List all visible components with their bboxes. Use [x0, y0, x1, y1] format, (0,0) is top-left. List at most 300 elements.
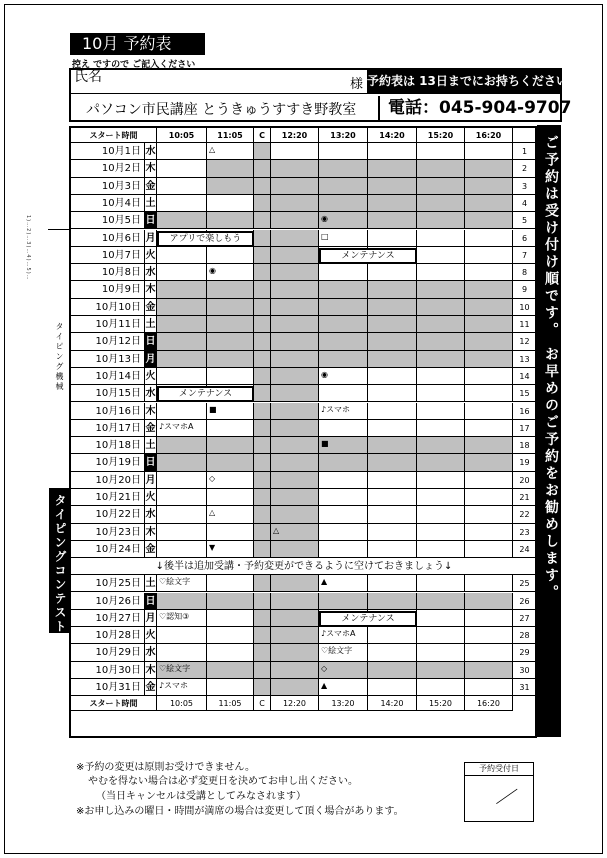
slot-cell[interactable] — [207, 644, 254, 661]
slot-cell[interactable] — [157, 333, 207, 350]
slot-cell[interactable] — [254, 593, 271, 610]
slot-cell[interactable] — [254, 662, 271, 679]
slot-cell[interactable] — [368, 489, 417, 506]
mark-ninchi: ♡認知③ — [159, 611, 190, 621]
slot-cell[interactable] — [368, 264, 417, 281]
typing-machine-label: タイピング機械 — [55, 322, 64, 392]
slot-cell[interactable] — [368, 281, 417, 298]
slot-cell[interactable] — [157, 264, 207, 281]
slot-cell[interactable] — [157, 593, 207, 610]
note-1: ※予約の変更は原則お受けできません。 — [76, 762, 255, 773]
slot-cell[interactable] — [465, 212, 513, 229]
slot-cell[interactable] — [157, 368, 207, 385]
slot-cell[interactable] — [417, 524, 465, 541]
slot-cell[interactable] — [207, 420, 254, 437]
slot-cell[interactable] — [207, 281, 254, 298]
slot-cell[interactable] — [319, 506, 368, 523]
slot-cell[interactable] — [254, 316, 271, 333]
slot-cell[interactable] — [465, 679, 513, 696]
slot-cell[interactable] — [254, 506, 271, 523]
row-number: 5 — [513, 212, 537, 229]
slot-cell[interactable] — [465, 489, 513, 506]
slot-cell[interactable] — [319, 195, 368, 212]
slot-cell[interactable] — [271, 627, 319, 644]
slot-cell[interactable] — [207, 333, 254, 350]
slot-cell[interactable] — [417, 299, 465, 316]
slot-cell[interactable] — [254, 524, 271, 541]
slot-cell[interactable] — [271, 385, 319, 402]
slot-cell[interactable] — [465, 575, 513, 592]
slot-cell[interactable] — [417, 506, 465, 523]
weekday-cell: 土 — [145, 575, 157, 592]
slot-cell[interactable] — [207, 178, 254, 195]
slot-cell[interactable] — [368, 627, 417, 644]
date-cell: 10月15日 — [71, 385, 145, 402]
slot-cell[interactable] — [157, 524, 207, 541]
mark-emoji: ♡絵文字 — [159, 663, 191, 673]
slot-cell[interactable] — [417, 351, 465, 368]
slot-cell[interactable] — [157, 454, 207, 471]
slot-cell[interactable] — [417, 541, 465, 558]
slot-cell[interactable] — [157, 472, 207, 489]
slot-cell[interactable] — [157, 437, 207, 454]
slot-cell[interactable] — [368, 299, 417, 316]
slot-cell[interactable] — [417, 644, 465, 661]
slot-cell[interactable] — [417, 454, 465, 471]
slot-cell[interactable] — [417, 281, 465, 298]
slot-cell[interactable] — [271, 143, 319, 160]
slot-cell[interactable] — [368, 472, 417, 489]
slot-cell[interactable] — [368, 524, 417, 541]
slot-cell[interactable] — [417, 610, 465, 627]
date-cell: 10月5日 — [71, 212, 145, 229]
slot-cell[interactable] — [465, 627, 513, 644]
weekday-cell: 日 — [145, 333, 157, 350]
weekday-cell: 水 — [145, 264, 157, 281]
weekday-cell: 金 — [145, 679, 157, 696]
slot-cell[interactable] — [465, 506, 513, 523]
slot-cell[interactable] — [368, 230, 417, 247]
slot-cell[interactable] — [465, 247, 513, 264]
slot-cell[interactable] — [254, 368, 271, 385]
slot-cell[interactable] — [207, 610, 254, 627]
slot-cell[interactable] — [417, 230, 465, 247]
slot-cell[interactable] — [417, 160, 465, 177]
slot-cell[interactable] — [254, 627, 271, 644]
slot-cell[interactable] — [465, 472, 513, 489]
date-cell: 10月12日 — [71, 333, 145, 350]
slot-cell[interactable] — [368, 506, 417, 523]
slot-cell[interactable] — [368, 160, 417, 177]
date-cell: 10月23日 — [71, 524, 145, 541]
mark-sumaho-a: ♪スマホA — [159, 421, 194, 431]
slot-cell[interactable] — [368, 454, 417, 471]
row-number: 30 — [513, 662, 537, 679]
weekday-cell: 火 — [145, 489, 157, 506]
slot-cell[interactable] — [319, 524, 368, 541]
slot-cell[interactable] — [417, 627, 465, 644]
slot-cell[interactable] — [465, 644, 513, 661]
slot-cell[interactable] — [417, 143, 465, 160]
slot-cell[interactable] — [319, 281, 368, 298]
slot-cell[interactable] — [254, 143, 271, 160]
slot-cell[interactable] — [271, 420, 319, 437]
mark-circle: ◉ — [209, 266, 216, 276]
slot-cell[interactable] — [417, 385, 465, 402]
slot-cell[interactable] — [319, 420, 368, 437]
slot-cell[interactable] — [465, 385, 513, 402]
slot-cell[interactable] — [157, 644, 207, 661]
slot-cell[interactable] — [465, 264, 513, 281]
date-cell: 10月10日 — [71, 299, 145, 316]
slot-cell[interactable] — [465, 593, 513, 610]
schedule-table — [69, 126, 537, 738]
slot-cell[interactable] — [465, 524, 513, 541]
slot-cell[interactable] — [465, 333, 513, 350]
slot-cell[interactable] — [368, 316, 417, 333]
slot-cell[interactable] — [319, 593, 368, 610]
slot-cell[interactable] — [271, 506, 319, 523]
time-footer-3: 12:20 — [271, 696, 319, 711]
weekday-cell: 月 — [145, 610, 157, 627]
slot-cell[interactable] — [157, 403, 207, 420]
row-number: 14 — [513, 368, 537, 385]
slot-cell[interactable] — [157, 489, 207, 506]
slot-cell[interactable] — [417, 679, 465, 696]
slot-cell[interactable] — [157, 351, 207, 368]
slot-cell[interactable] — [368, 644, 417, 661]
second-half-note: ↓後半は追加受講・予約変更ができるように空けておきましょう↓ — [71, 558, 537, 575]
event-maintenance[interactable]: メンテナンス — [319, 611, 417, 627]
slot-cell[interactable] — [271, 541, 319, 558]
slot-cell[interactable] — [271, 195, 319, 212]
event-maintenance[interactable]: メンテナンス — [157, 386, 254, 402]
slot-cell[interactable] — [271, 368, 319, 385]
slot-cell[interactable] — [207, 247, 254, 264]
date-cell: 10月18日 — [71, 437, 145, 454]
slot-cell[interactable] — [465, 437, 513, 454]
slot-cell[interactable] — [319, 454, 368, 471]
weekday-cell: 水 — [145, 385, 157, 402]
slot-cell[interactable] — [319, 333, 368, 350]
slot-cell[interactable] — [271, 333, 319, 350]
slot-cell[interactable] — [254, 385, 271, 402]
slot-cell[interactable] — [157, 178, 207, 195]
slot-cell[interactable] — [368, 541, 417, 558]
date-cell: 10月1日 — [71, 143, 145, 160]
slot-cell[interactable] — [254, 160, 271, 177]
time-header-4: 13:20 — [319, 128, 368, 143]
slot-cell[interactable] — [271, 662, 319, 679]
slot-cell[interactable] — [271, 281, 319, 298]
slot-cell[interactable] — [465, 454, 513, 471]
slot-cell[interactable] — [271, 247, 319, 264]
weekday-cell: 水 — [145, 143, 157, 160]
margin-text: 1)…2)…3)…4)…5)… — [25, 215, 31, 281]
receipt-date[interactable]: ／ — [494, 783, 519, 811]
slot-cell[interactable] — [207, 454, 254, 471]
slot-cell[interactable] — [157, 195, 207, 212]
slot-cell[interactable] — [254, 489, 271, 506]
slot-cell[interactable] — [271, 593, 319, 610]
slot-cell[interactable] — [319, 299, 368, 316]
slot-cell[interactable] — [417, 247, 465, 264]
weekday-cell: 金 — [145, 178, 157, 195]
weekday-cell: 木 — [145, 403, 157, 420]
slot-cell[interactable] — [368, 403, 417, 420]
weekday-cell: 木 — [145, 281, 157, 298]
slot-cell[interactable] — [368, 575, 417, 592]
row-number: 17 — [513, 420, 537, 437]
slot-cell[interactable] — [465, 230, 513, 247]
slot-cell[interactable] — [465, 299, 513, 316]
date-cell: 10月21日 — [71, 489, 145, 506]
school-name: パソコン市民講座 とうきゅうすすき野教室 — [86, 102, 357, 118]
slot-cell[interactable] — [207, 489, 254, 506]
mark-emoji: ♡絵文字 — [159, 577, 191, 587]
slot-cell[interactable] — [368, 143, 417, 160]
time-footer-2: C — [254, 696, 271, 711]
slot-cell[interactable] — [271, 160, 319, 177]
row-number: 15 — [513, 385, 537, 402]
slot-cell[interactable] — [368, 420, 417, 437]
slot-cell[interactable] — [254, 299, 271, 316]
slot-cell[interactable] — [417, 489, 465, 506]
slot-cell[interactable] — [271, 264, 319, 281]
slot-cell[interactable] — [271, 679, 319, 696]
slot-cell[interactable] — [254, 472, 271, 489]
time-header-5: 14:20 — [368, 128, 417, 143]
slot-cell[interactable] — [207, 662, 254, 679]
slot-cell[interactable] — [465, 178, 513, 195]
slot-cell[interactable] — [465, 403, 513, 420]
slot-cell[interactable] — [254, 541, 271, 558]
event-app[interactable]: アプリで楽しもう — [157, 231, 254, 247]
slot-cell[interactable] — [207, 195, 254, 212]
mark-sumaho-a: ♪スマホA — [321, 629, 356, 639]
slot-cell[interactable] — [271, 299, 319, 316]
slot-cell[interactable] — [207, 351, 254, 368]
time-header-1: 11:05 — [207, 128, 254, 143]
slot-cell[interactable] — [417, 437, 465, 454]
date-cell: 10月8日 — [71, 264, 145, 281]
row-number: 3 — [513, 178, 537, 195]
slot-cell[interactable] — [465, 610, 513, 627]
slot-cell[interactable] — [254, 333, 271, 350]
slot-cell[interactable] — [254, 403, 271, 420]
mark-sumaho: ♪スマホ — [159, 681, 188, 690]
slot-cell[interactable] — [417, 472, 465, 489]
date-cell: 10月13日 — [71, 351, 145, 368]
slot-cell[interactable] — [319, 489, 368, 506]
slot-cell[interactable] — [157, 160, 207, 177]
time-header-6: 15:20 — [417, 128, 465, 143]
event-maintenance[interactable]: メンテナンス — [319, 248, 417, 264]
slot-cell[interactable] — [157, 299, 207, 316]
slot-cell[interactable] — [271, 454, 319, 471]
slot-cell[interactable] — [254, 230, 271, 247]
slot-cell[interactable] — [465, 662, 513, 679]
slot-cell[interactable] — [271, 575, 319, 592]
mark-diamond: ◇ — [209, 473, 216, 483]
slot-cell[interactable] — [465, 420, 513, 437]
slot-cell[interactable] — [368, 679, 417, 696]
slot-cell[interactable] — [319, 351, 368, 368]
date-cell: 10月2日 — [71, 160, 145, 177]
row-number: 22 — [513, 506, 537, 523]
slot-cell[interactable] — [319, 143, 368, 160]
slot-cell[interactable] — [417, 593, 465, 610]
row-number: 26 — [513, 593, 537, 610]
weekday-cell: 水 — [145, 644, 157, 661]
slot-cell[interactable] — [207, 437, 254, 454]
slot-cell[interactable] — [417, 195, 465, 212]
slot-cell[interactable] — [254, 178, 271, 195]
row-number: 12 — [513, 333, 537, 350]
slot-cell[interactable] — [368, 178, 417, 195]
slot-cell[interactable] — [319, 316, 368, 333]
slot-cell[interactable] — [417, 368, 465, 385]
slot-cell[interactable] — [465, 143, 513, 160]
side-divider — [48, 229, 70, 230]
slot-cell[interactable] — [157, 212, 207, 229]
weekday-cell: 火 — [145, 247, 157, 264]
date-cell: 10月14日 — [71, 368, 145, 385]
slot-cell[interactable] — [417, 333, 465, 350]
slot-cell[interactable] — [254, 610, 271, 627]
slot-cell[interactable] — [254, 212, 271, 229]
row-number: 1 — [513, 143, 537, 160]
slot-cell[interactable] — [207, 299, 254, 316]
slot-cell[interactable] — [157, 143, 207, 160]
slot-cell[interactable] — [465, 281, 513, 298]
slot-cell[interactable] — [254, 195, 271, 212]
page-title: 10月 予約表 — [70, 33, 205, 55]
slot-cell[interactable] — [465, 351, 513, 368]
slot-cell[interactable] — [417, 178, 465, 195]
date-cell: 10月9日 — [71, 281, 145, 298]
slot-cell[interactable] — [465, 368, 513, 385]
slot-cell[interactable] — [368, 195, 417, 212]
slot-cell[interactable] — [319, 385, 368, 402]
slot-cell[interactable] — [271, 472, 319, 489]
slot-cell[interactable] — [207, 368, 254, 385]
slot-cell[interactable] — [319, 472, 368, 489]
slot-cell[interactable] — [368, 662, 417, 679]
row-number: 19 — [513, 454, 537, 471]
slot-cell[interactable] — [254, 679, 271, 696]
slot-cell[interactable] — [417, 316, 465, 333]
slot-cell[interactable] — [207, 593, 254, 610]
row-number: 25 — [513, 575, 537, 592]
slot-cell[interactable] — [207, 627, 254, 644]
slot-cell[interactable] — [368, 593, 417, 610]
slot-cell[interactable] — [254, 247, 271, 264]
slot-cell[interactable] — [271, 644, 319, 661]
slot-cell[interactable] — [465, 541, 513, 558]
row-number: 23 — [513, 524, 537, 541]
slot-cell[interactable] — [417, 264, 465, 281]
weekday-cell: 木 — [145, 524, 157, 541]
slot-cell[interactable] — [157, 627, 207, 644]
slot-cell[interactable] — [207, 679, 254, 696]
time-footer-4: 13:20 — [319, 696, 368, 711]
slot-cell[interactable] — [254, 420, 271, 437]
slot-cell[interactable] — [368, 368, 417, 385]
slot-cell[interactable] — [368, 333, 417, 350]
mark-triangle: ▲ — [321, 681, 328, 690]
slot-cell[interactable] — [465, 195, 513, 212]
slot-cell[interactable] — [417, 575, 465, 592]
slot-cell[interactable] — [319, 160, 368, 177]
slot-cell[interactable] — [157, 316, 207, 333]
slot-cell[interactable] — [157, 281, 207, 298]
slot-cell[interactable] — [254, 351, 271, 368]
slot-cell[interactable] — [368, 385, 417, 402]
slot-cell[interactable] — [271, 178, 319, 195]
slot-cell[interactable] — [157, 247, 207, 264]
slot-cell[interactable] — [319, 541, 368, 558]
slot-cell[interactable] — [157, 541, 207, 558]
row-number: 11 — [513, 316, 537, 333]
slot-cell[interactable] — [271, 403, 319, 420]
slot-cell[interactable] — [207, 524, 254, 541]
slot-cell[interactable] — [207, 212, 254, 229]
mark-triangle: △ — [209, 508, 216, 518]
slot-cell[interactable] — [319, 264, 368, 281]
slot-cell[interactable] — [271, 437, 319, 454]
date-cell: 10月28日 — [71, 627, 145, 644]
slot-cell[interactable] — [254, 281, 271, 298]
slot-cell[interactable] — [271, 316, 319, 333]
slot-cell[interactable] — [319, 178, 368, 195]
slot-cell[interactable] — [207, 316, 254, 333]
slot-cell[interactable] — [368, 437, 417, 454]
slot-cell[interactable] — [271, 610, 319, 627]
slot-cell[interactable] — [271, 489, 319, 506]
weekday-cell: 金 — [145, 541, 157, 558]
slot-cell[interactable] — [417, 420, 465, 437]
date-cell: 10月7日 — [71, 247, 145, 264]
slot-cell[interactable] — [254, 437, 271, 454]
slot-cell[interactable] — [271, 230, 319, 247]
slot-cell[interactable] — [417, 662, 465, 679]
slot-cell[interactable] — [417, 403, 465, 420]
slot-cell[interactable] — [271, 351, 319, 368]
slot-cell[interactable] — [465, 316, 513, 333]
slot-cell[interactable] — [254, 644, 271, 661]
slot-cell[interactable] — [368, 212, 417, 229]
slot-cell[interactable] — [465, 160, 513, 177]
row-number: 8 — [513, 264, 537, 281]
slot-cell[interactable] — [207, 160, 254, 177]
slot-cell[interactable] — [271, 212, 319, 229]
date-cell: 10月31日 — [71, 679, 145, 696]
num-header — [513, 128, 537, 143]
weekday-cell: 土 — [145, 316, 157, 333]
slot-cell[interactable] — [254, 454, 271, 471]
slot-cell[interactable] — [368, 351, 417, 368]
row-number: 10 — [513, 299, 537, 316]
slot-cell[interactable] — [207, 575, 254, 592]
slot-cell[interactable] — [254, 575, 271, 592]
date-cell: 10月29日 — [71, 644, 145, 661]
date-cell: 10月6日 — [71, 230, 145, 247]
slot-cell[interactable] — [417, 212, 465, 229]
slot-cell[interactable] — [157, 506, 207, 523]
phone-number: 電話：045-904-9707 — [378, 96, 560, 120]
slot-cell[interactable] — [254, 264, 271, 281]
